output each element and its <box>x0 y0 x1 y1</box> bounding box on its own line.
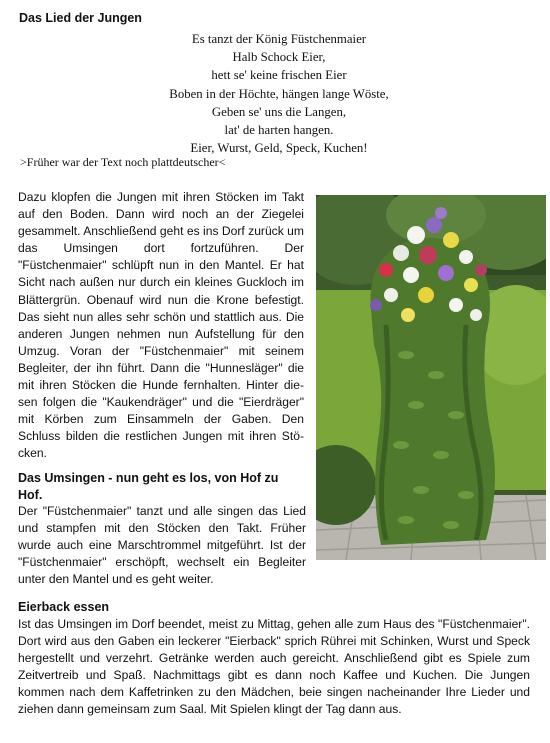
paragraph-intro: Dazu klopfen die Jungen mit ihren Stöcken im Takt auf den Boden. Dann wird noch an der Ziegelei gesammelt. Anschließend geht es ins Dorf zurück um das Umsingen dort fortzuführen. Der "Füstchenmaier" schlüpft nun in den Mantel. Er hat Sicht nach außen nur durch ein kleines Guckloch im Blättergrün. Obenauf wird nun die Krone befestigt. Das sieht nun alles sehr schön und stattlich aus. Die anderen Jungen nehmen nun Aufstellung für den Umzug. Voran der "Füstchenmaier" mit seinem Begleiter, der ihn führt. Dann die "Hunnesläger" die mit ihren Stöcken die Hunde fernhalten. Hinter die-sen folgen die "Kaukendräger" und die "Eierdräger" mit Körben zum Einsammeln der Gaben. Den Schluss bilden die restlichen Jungen mit ihren Stö-cken. <box>18 190 304 461</box>
section-title-eierback: Eierback essen <box>18 600 110 614</box>
section-title-umsingen: Das Umsingen - nun geht es los, von Hof zu Hof. <box>18 471 279 502</box>
section-title-lied: Das Lied der Jungen <box>19 11 142 25</box>
song-line: hett se' keine frischen Eier <box>211 68 347 83</box>
paragraph-umsingen: Der "Füstchenmaier" tanzt und alle singen das Lied und stampfen mit den Stöcken den Takt. Früher wurde auch eine Marschtrommel mitgeführt. Ist der "Füstchenmaier" erschöpft, wechselt ein Begleiter unter den Mantel und es geht weiter. <box>18 504 306 587</box>
song-line: Eier, Wurst, Geld, Speck, Kuchen! <box>190 141 368 156</box>
photo-illustration <box>316 195 546 560</box>
song-line: Geben se' uns die Langen, <box>211 104 347 119</box>
fuestchenmaier-costume-photo <box>316 195 546 560</box>
song-line: lat' de harten hangen. <box>224 122 334 137</box>
song-line: Halb Schock Eier, <box>232 50 326 65</box>
song-line: Es tanzt der König Füstchenmaier <box>191 32 367 46</box>
paragraph-eierback: Ist das Umsingen im Dorf beendet, meist zu Mittag, gehen alle zum Haus des "Füstchenmaier". Dort wird aus den Gaben ein leckerer "Eierback" sprich Rührei mit Schinken, Wurst und Speck hergestellt und verzehrt. Getränke werden auch gereicht. Anschließend gibt es Spiele zum Zeitvertreib und Spaß. Nachmittags gibt es dann noch Kaffee und Kuchen. Die Jungen kommen nach dem Kaffetrinken zu den Mädchen, beie singen nacheinander Ihre Lieder und ziehen dann gemeinsam zum Saal. Mit Spielen klingt der Tag dann aus. <box>18 617 530 717</box>
song-lyrics <box>0 30 550 157</box>
song-line: Boben in der Höchte, hängen lange Wöste, <box>169 86 389 101</box>
song-note: >Früher war der Text noch plattdeutscher< <box>20 155 226 169</box>
